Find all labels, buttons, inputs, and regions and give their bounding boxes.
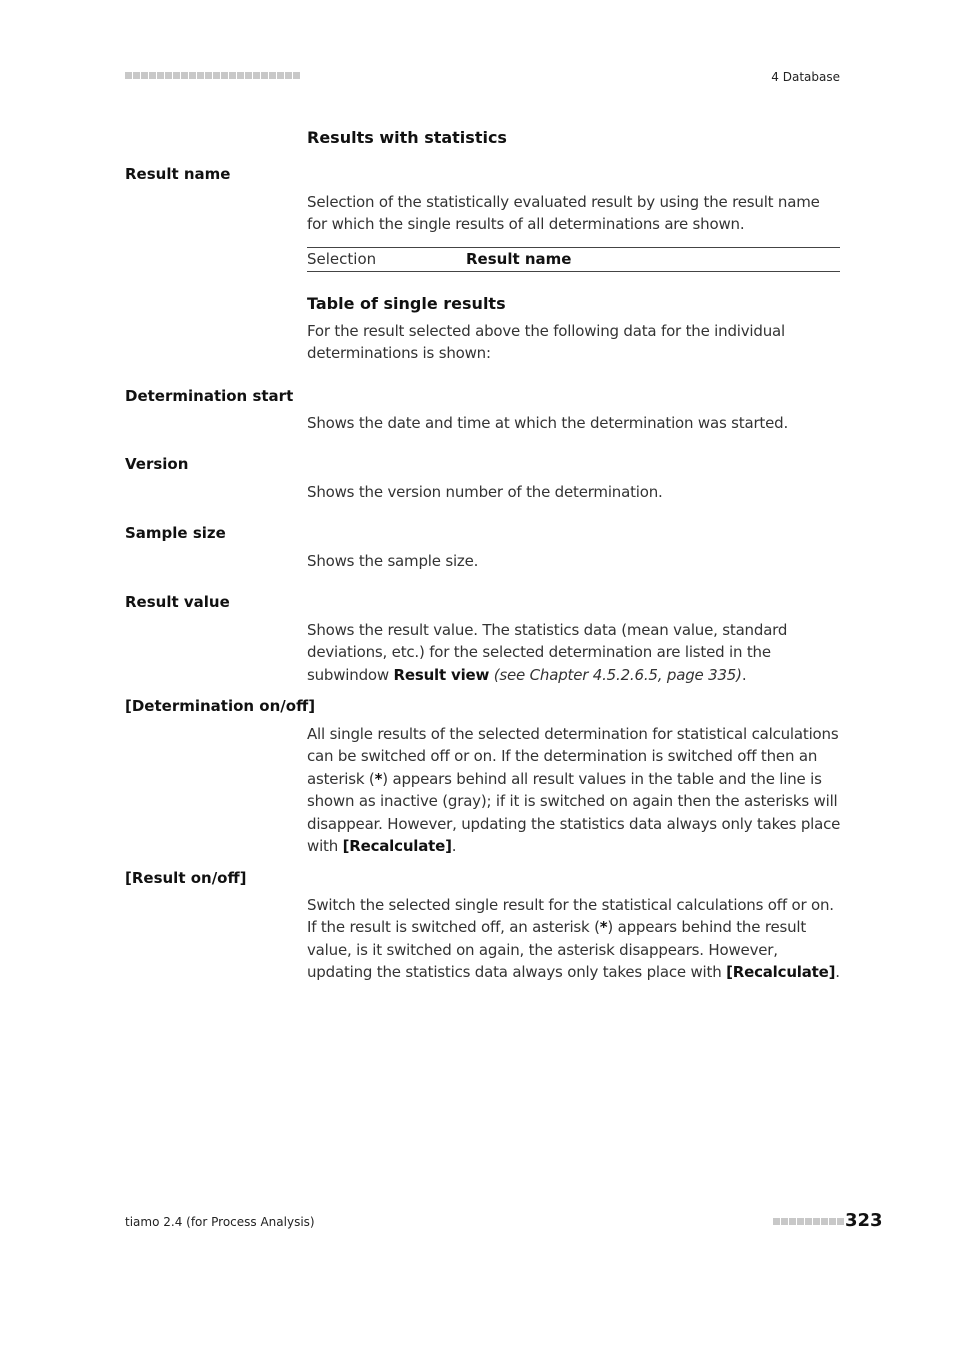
chapter-cross-reference[interactable]: (see Chapter 4.5.2.6.5, page 335) bbox=[493, 665, 742, 684]
desc-version: Shows the version number of the determination. bbox=[307, 483, 663, 501]
result-view-ref: Result view bbox=[393, 665, 490, 684]
footer-decoration bbox=[773, 1218, 844, 1225]
subsection-title: Table of single results bbox=[307, 294, 506, 313]
recalculate-ref: [Recalculate] bbox=[726, 963, 836, 982]
term-version: Version bbox=[125, 455, 189, 473]
desc-determination-start: Shows the date and time at which the determination was started. bbox=[307, 414, 789, 432]
selection-table bbox=[307, 247, 840, 272]
desc-single-results: For the result selected above the following data for the individual determinations is shown: bbox=[307, 322, 785, 363]
desc-result-value: Shows the result value. The statistics data (mean value, standard deviations, etc.) for the selected determination are listed in the subwindow Result view (see Chapter 4.5.2.6.5, page 335). bbox=[307, 621, 788, 684]
term-determination-start: Determination start bbox=[125, 387, 294, 405]
page-number: 323 bbox=[845, 1210, 883, 1231]
term-result-value: Result value bbox=[125, 593, 230, 611]
desc-sample-size: Shows the sample size. bbox=[307, 552, 479, 570]
selection-table-key: Selection bbox=[307, 250, 377, 268]
recalculate-ref: [Recalculate] bbox=[342, 837, 452, 856]
term-sample-size: Sample size bbox=[125, 524, 226, 542]
desc-determination-onoff: All single results of the selected determination for statistical calculations can be switched off or on. If the determination is switched off then an asterisk (*) appears behind all result values in the table and the line is shown as inactive (gray); if it is switched on again then the asterisks will disappear. However, updating the statistics data always only takes place with [Recalculate]. bbox=[307, 725, 841, 856]
selection-table-value: Result name bbox=[466, 250, 572, 268]
term-result-name: Result name bbox=[125, 165, 231, 183]
section-title: Results with statistics bbox=[307, 128, 507, 147]
term-result-onoff: [Result on/off] bbox=[125, 869, 247, 887]
desc-result-name: Selection of the statistically evaluated result by using the result name for which the single results of all determinations are shown. bbox=[307, 193, 820, 234]
running-header-chapter: 4 Database bbox=[771, 70, 840, 84]
footer-product: tiamo 2.4 (for Process Analysis) bbox=[125, 1215, 315, 1229]
term-determination-onoff: [Determination on/off] bbox=[125, 697, 316, 715]
header-decoration bbox=[125, 72, 300, 79]
desc-result-onoff: Switch the selected single result for the statistical calculations off or on. If the result is switched off, an asterisk (*) appears behind the result value, is it switched on again, the asterisk disappears. However, updating the statistics data always only takes place with [Recalculate]. bbox=[307, 896, 840, 982]
